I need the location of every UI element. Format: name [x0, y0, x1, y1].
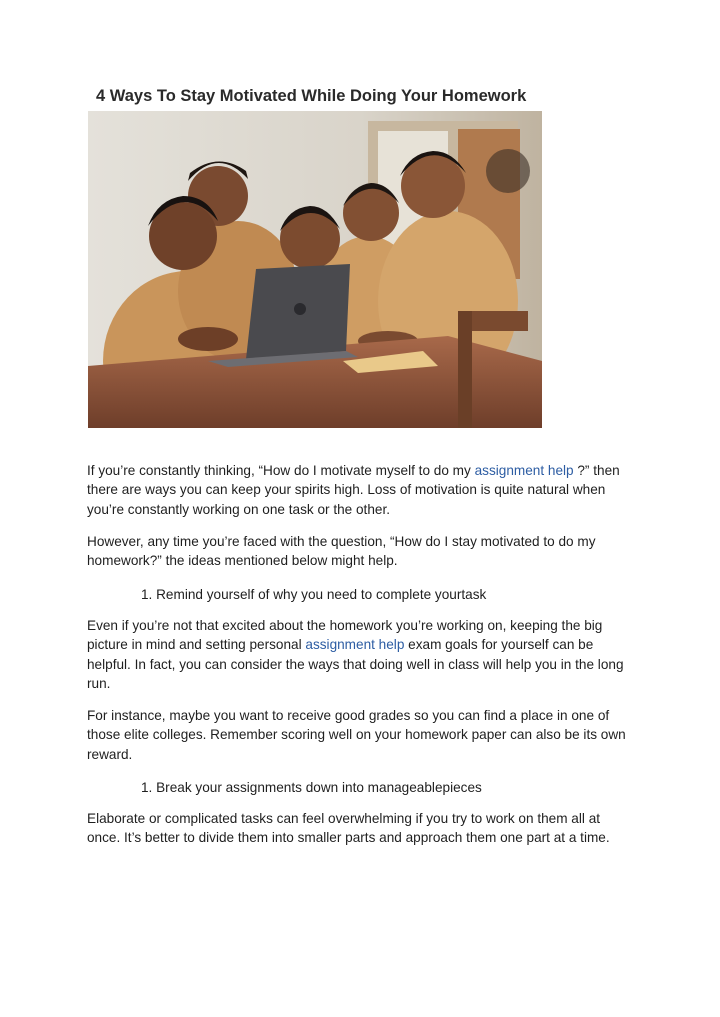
article-title: 4 Ways To Stay Motivated While Doing Your Homework: [96, 87, 527, 105]
list-item-break-down: 1. Break your assignments down into manageablepieces: [141, 780, 482, 795]
photo-children-laptop-icon: [88, 111, 542, 428]
paragraph-elaborate: Elaborate or complicated tasks can feel overwhelming if you try to work on them all at once. It’s better to divide them into smaller parts and approach them one part at a time.: [87, 811, 610, 846]
assignment-help-link-2[interactable]: assignment help: [305, 637, 405, 653]
paragraph-big-picture-text-2: exam goals for yourself can be helpful. In fact, you can consider the ways that doing well in class will help you in the long run.: [87, 637, 624, 692]
paragraph-intro: [87, 461, 635, 519]
list-item-remind: 1. Remind yourself of why you need to complete yourtask: [141, 587, 487, 602]
assignment-help-link-1[interactable]: assignment help: [474, 463, 574, 478]
paragraph-grades: For instance, maybe you want to receive good grades so you can find a place in one of those elite colleges. Remember scoring well on your homework paper can also be its own reward.: [87, 708, 626, 762]
article-photo: [88, 111, 542, 428]
paragraph-big-picture-text-1: Even if you’re not that excited about the homework you’re working on, keeping the big picture in mind and setting personal: [87, 618, 603, 653]
paragraph-intro-text-1: If you’re constantly thinking, “How do I motivate myself to do my: [87, 463, 475, 478]
paragraph-big-picture: [87, 616, 635, 694]
paragraph-intro-text-2: ?” then there are ways you can keep your spirits high. Loss of motivation is quite natural when you’re constantly working on one task or the other.: [87, 463, 620, 517]
paragraph-question: However, any time you’re faced with the question, “How do I stay motivated to do my homework?” the ideas mentioned below might help.: [87, 534, 596, 569]
